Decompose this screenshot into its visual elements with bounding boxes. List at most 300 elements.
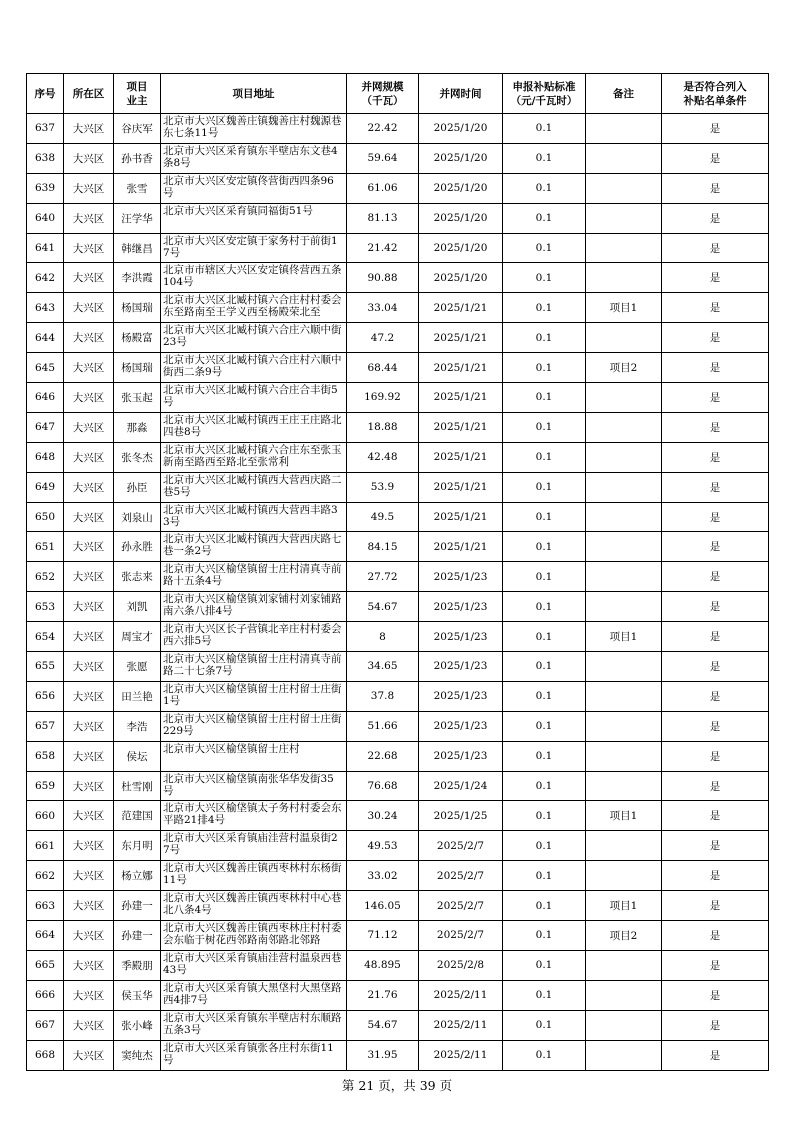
cell-subsidy: 0.1 xyxy=(503,412,586,442)
cell-district: 大兴区 xyxy=(64,831,114,861)
cell-grid-time: 2025/1/20 xyxy=(419,203,503,233)
table-row xyxy=(27,771,769,801)
cell-eligible: 是 xyxy=(662,711,769,741)
cell-subsidy: 0.1 xyxy=(503,741,586,771)
cell-eligible: 是 xyxy=(662,980,769,1010)
table-row xyxy=(27,891,769,921)
cell-district: 大兴区 xyxy=(64,592,114,622)
cell-seq: 664 xyxy=(27,921,64,951)
cell-subsidy: 0.1 xyxy=(503,203,586,233)
cell-seq: 660 xyxy=(27,801,64,831)
cell-subsidy: 0.1 xyxy=(503,681,586,711)
cell-seq: 653 xyxy=(27,592,64,622)
cell-grid-time: 2025/2/7 xyxy=(419,861,503,891)
table-row xyxy=(27,323,769,353)
table-row xyxy=(27,293,769,323)
cell-owner: 刘凯 xyxy=(114,592,161,622)
cell-district: 大兴区 xyxy=(64,173,114,203)
cell-capacity: 49.5 xyxy=(347,502,419,532)
cell-owner: 侯玉华 xyxy=(114,980,161,1010)
address-text: 北京市大兴区长子营镇北辛庄村村委会西六排5号 xyxy=(163,623,342,648)
address-text: 北京市市辖区大兴区安定镇佟营西五条104号 xyxy=(163,264,342,289)
cell-remark xyxy=(586,950,662,980)
cell-capacity: 76.68 xyxy=(347,771,419,801)
cell-remark xyxy=(586,472,662,502)
cell-grid-time: 2025/1/23 xyxy=(419,652,503,682)
cell-district: 大兴区 xyxy=(64,532,114,562)
cell-capacity: 42.48 xyxy=(347,442,419,472)
address-text: 北京市大兴区北臧村镇西大营西丰路33号 xyxy=(163,503,338,528)
cell-seq: 663 xyxy=(27,891,64,921)
cell-seq: 650 xyxy=(27,502,64,532)
cell-seq: 648 xyxy=(27,442,64,472)
cell-district: 大兴区 xyxy=(64,980,114,1010)
cell-seq: 643 xyxy=(27,293,64,323)
cell-subsidy: 0.1 xyxy=(503,532,586,562)
cell-remark xyxy=(586,980,662,1010)
table-row xyxy=(27,1040,769,1070)
cell-eligible: 是 xyxy=(662,293,769,323)
subsidy-table-container xyxy=(26,73,768,1071)
cell-subsidy: 0.1 xyxy=(503,622,586,652)
cell-capacity: 49.53 xyxy=(347,831,419,861)
cell-subsidy: 0.1 xyxy=(503,353,586,383)
cell-subsidy: 0.1 xyxy=(503,323,586,353)
table-row xyxy=(27,681,769,711)
cell-subsidy: 0.1 xyxy=(503,442,586,472)
cell-seq: 659 xyxy=(27,771,64,801)
cell-capacity: 47.2 xyxy=(347,323,419,353)
cell-owner: 张志来 xyxy=(114,562,161,592)
cell-capacity: 33.04 xyxy=(347,293,419,323)
cell-address xyxy=(161,921,347,951)
cell-grid-time: 2025/1/25 xyxy=(419,801,503,831)
cell-subsidy: 0.1 xyxy=(503,502,586,532)
address-text: 北京市大兴区安定镇佟营街西四条96号 xyxy=(163,174,334,199)
cell-capacity: 31.95 xyxy=(347,1040,419,1070)
cell-address xyxy=(161,412,347,442)
address-text: 北京市大兴区北臧村镇六合庄村六顺中街西二条9号 xyxy=(163,354,342,379)
cell-capacity: 22.42 xyxy=(347,114,419,144)
cell-owner: 杨国瑞 xyxy=(114,353,161,383)
address-text: 北京市大兴区采育镇东半壁店东文巷4条8号 xyxy=(163,144,338,169)
cell-subsidy: 0.1 xyxy=(503,711,586,741)
cell-address xyxy=(161,203,347,233)
cell-subsidy: 0.1 xyxy=(503,831,586,861)
cell-capacity: 61.06 xyxy=(347,173,419,203)
cell-capacity: 48.895 xyxy=(347,950,419,980)
cell-capacity: 53.9 xyxy=(347,472,419,502)
cell-remark xyxy=(586,323,662,353)
cell-grid-time: 2025/1/20 xyxy=(419,263,503,293)
cell-capacity: 51.66 xyxy=(347,711,419,741)
cell-address xyxy=(161,741,347,771)
cell-remark xyxy=(586,173,662,203)
cell-seq: 656 xyxy=(27,681,64,711)
cell-district: 大兴区 xyxy=(64,1040,114,1070)
cell-owner: 杨国瑞 xyxy=(114,293,161,323)
address-text: 北京市大兴区采育镇张各庄村东街11号 xyxy=(163,1041,334,1066)
header-remark: 备注 xyxy=(586,74,662,114)
cell-capacity: 33.02 xyxy=(347,861,419,891)
table-row xyxy=(27,801,769,831)
cell-grid-time: 2025/2/8 xyxy=(419,950,503,980)
cell-remark xyxy=(586,114,662,144)
cell-owner: 孙永胜 xyxy=(114,532,161,562)
cell-address xyxy=(161,861,347,891)
cell-remark xyxy=(586,532,662,562)
address-text: 北京市大兴区北臧村镇西大营西庆路七巷一条2号 xyxy=(163,533,342,558)
table-row xyxy=(27,412,769,442)
cell-remark xyxy=(586,442,662,472)
address-text: 北京市大兴区采育镇东半壁店村东顺路五条3号 xyxy=(163,1011,342,1036)
cell-remark xyxy=(586,1040,662,1070)
cell-subsidy: 0.1 xyxy=(503,891,586,921)
table-row xyxy=(27,980,769,1010)
cell-address xyxy=(161,891,347,921)
cell-capacity: 30.24 xyxy=(347,801,419,831)
table-row xyxy=(27,831,769,861)
address-text: 北京市大兴区魏善庄镇西枣林村中心巷北八条4号 xyxy=(163,892,342,917)
cell-remark xyxy=(586,383,662,413)
cell-owner: 汪学华 xyxy=(114,203,161,233)
cell-address xyxy=(161,711,347,741)
cell-eligible: 是 xyxy=(662,412,769,442)
cell-subsidy: 0.1 xyxy=(503,771,586,801)
cell-grid-time: 2025/1/20 xyxy=(419,114,503,144)
address-text: 北京市大兴区魏善庄镇西枣林庄村村委会东临于树花西邻路南邻路北邻路 xyxy=(163,922,342,947)
cell-eligible: 是 xyxy=(662,1040,769,1070)
cell-seq: 658 xyxy=(27,741,64,771)
table-row xyxy=(27,562,769,592)
cell-seq: 666 xyxy=(27,980,64,1010)
cell-seq: 641 xyxy=(27,233,64,263)
cell-eligible: 是 xyxy=(662,1010,769,1040)
cell-eligible: 是 xyxy=(662,502,769,532)
cell-remark xyxy=(586,233,662,263)
cell-eligible: 是 xyxy=(662,861,769,891)
cell-seq: 665 xyxy=(27,950,64,980)
table-body xyxy=(27,114,769,1071)
cell-eligible: 是 xyxy=(662,353,769,383)
table-row xyxy=(27,203,769,233)
cell-district: 大兴区 xyxy=(64,652,114,682)
table-row xyxy=(27,233,769,263)
cell-district: 大兴区 xyxy=(64,861,114,891)
cell-eligible: 是 xyxy=(662,950,769,980)
cell-owner: 李洪霞 xyxy=(114,263,161,293)
subsidy-table xyxy=(26,73,769,1071)
cell-owner: 孙书香 xyxy=(114,143,161,173)
cell-district: 大兴区 xyxy=(64,203,114,233)
cell-grid-time: 2025/1/21 xyxy=(419,502,503,532)
cell-remark xyxy=(586,681,662,711)
cell-district: 大兴区 xyxy=(64,711,114,741)
table-row xyxy=(27,383,769,413)
cell-capacity: 34.65 xyxy=(347,652,419,682)
cell-grid-time: 2025/1/23 xyxy=(419,592,503,622)
cell-eligible: 是 xyxy=(662,263,769,293)
cell-seq: 644 xyxy=(27,323,64,353)
cell-eligible: 是 xyxy=(662,143,769,173)
table-row xyxy=(27,502,769,532)
cell-subsidy: 0.1 xyxy=(503,921,586,951)
cell-subsidy: 0.1 xyxy=(503,233,586,263)
cell-capacity: 71.12 xyxy=(347,921,419,951)
cell-grid-time: 2025/2/11 xyxy=(419,1040,503,1070)
cell-capacity: 37.8 xyxy=(347,681,419,711)
cell-seq: 654 xyxy=(27,622,64,652)
cell-remark: 项目1 xyxy=(586,293,662,323)
cell-remark xyxy=(586,741,662,771)
cell-eligible: 是 xyxy=(662,771,769,801)
address-text: 北京市大兴区北臧村镇西大营西庆路二巷5号 xyxy=(163,473,342,498)
cell-subsidy: 0.1 xyxy=(503,950,586,980)
cell-eligible: 是 xyxy=(662,233,769,263)
cell-capacity: 169.92 xyxy=(347,383,419,413)
cell-grid-time: 2025/1/21 xyxy=(419,412,503,442)
address-text: 北京市大兴区采育镇同福街51号 xyxy=(163,204,313,217)
cell-district: 大兴区 xyxy=(64,472,114,502)
cell-owner: 窦纯杰 xyxy=(114,1040,161,1070)
cell-address xyxy=(161,323,347,353)
cell-address xyxy=(161,771,347,801)
cell-eligible: 是 xyxy=(662,652,769,682)
cell-owner: 李浩 xyxy=(114,711,161,741)
cell-subsidy: 0.1 xyxy=(503,592,586,622)
cell-address xyxy=(161,950,347,980)
cell-address xyxy=(161,562,347,592)
cell-capacity: 21.42 xyxy=(347,233,419,263)
cell-remark xyxy=(586,562,662,592)
cell-capacity: 68.44 xyxy=(347,353,419,383)
cell-remark xyxy=(586,143,662,173)
header-owner: 项目 业主 xyxy=(114,74,161,114)
cell-address xyxy=(161,592,347,622)
cell-remark xyxy=(586,592,662,622)
cell-eligible: 是 xyxy=(662,801,769,831)
cell-remark xyxy=(586,861,662,891)
cell-address xyxy=(161,681,347,711)
cell-owner: 范建国 xyxy=(114,801,161,831)
cell-owner: 周宝才 xyxy=(114,622,161,652)
cell-eligible: 是 xyxy=(662,741,769,771)
address-text: 北京市大兴区北臧村镇六合庄六顺中街23号 xyxy=(163,324,342,349)
cell-remark: 项目1 xyxy=(586,622,662,652)
table-row xyxy=(27,592,769,622)
cell-eligible: 是 xyxy=(662,203,769,233)
address-text: 北京市大兴区北臧村镇西王庄王庄路北四巷8号 xyxy=(163,413,342,438)
table-row xyxy=(27,622,769,652)
cell-capacity: 54.67 xyxy=(347,592,419,622)
cell-subsidy: 0.1 xyxy=(503,383,586,413)
cell-subsidy: 0.1 xyxy=(503,1010,586,1040)
cell-subsidy: 0.1 xyxy=(503,861,586,891)
cell-subsidy: 0.1 xyxy=(503,980,586,1010)
cell-remark xyxy=(586,711,662,741)
cell-address xyxy=(161,1040,347,1070)
cell-owner: 张雪 xyxy=(114,173,161,203)
address-text: 北京市大兴区北臧村镇六合庄合丰街5号 xyxy=(163,384,338,409)
address-text: 北京市大兴区采育镇庙洼营村温泉街27号 xyxy=(163,832,338,857)
cell-seq: 651 xyxy=(27,532,64,562)
table-row xyxy=(27,173,769,203)
cell-capacity: 90.88 xyxy=(347,263,419,293)
cell-address xyxy=(161,532,347,562)
address-text: 北京市大兴区榆垡镇留士庄村 xyxy=(163,742,300,755)
table-row xyxy=(27,950,769,980)
cell-eligible: 是 xyxy=(662,323,769,353)
cell-remark: 项目1 xyxy=(586,891,662,921)
cell-eligible: 是 xyxy=(662,442,769,472)
cell-subsidy: 0.1 xyxy=(503,114,586,144)
table-row xyxy=(27,1010,769,1040)
address-text: 北京市大兴区安定镇于家务村于前街17号 xyxy=(163,234,338,259)
cell-grid-time: 2025/1/23 xyxy=(419,681,503,711)
cell-subsidy: 0.1 xyxy=(503,1040,586,1070)
table-row xyxy=(27,652,769,682)
cell-owner: 张冬杰 xyxy=(114,442,161,472)
cell-grid-time: 2025/2/11 xyxy=(419,1010,503,1040)
table-header-row xyxy=(27,74,769,114)
cell-remark: 项目2 xyxy=(586,353,662,383)
cell-seq: 668 xyxy=(27,1040,64,1070)
cell-owner: 孙建一 xyxy=(114,891,161,921)
table-row xyxy=(27,711,769,741)
cell-district: 大兴区 xyxy=(64,1010,114,1040)
cell-owner: 季殿朋 xyxy=(114,950,161,980)
cell-owner: 韩继昌 xyxy=(114,233,161,263)
cell-grid-time: 2025/1/20 xyxy=(419,143,503,173)
address-text: 北京市大兴区榆垡镇留士庄村留士庄街1号 xyxy=(163,682,342,707)
cell-owner: 谷庆军 xyxy=(114,114,161,144)
cell-district: 大兴区 xyxy=(64,921,114,951)
cell-district: 大兴区 xyxy=(64,801,114,831)
cell-capacity: 54.67 xyxy=(347,1010,419,1040)
address-text: 北京市大兴区魏善庄镇魏善庄村魏源巷东七条11号 xyxy=(163,115,342,139)
cell-grid-time: 2025/1/23 xyxy=(419,711,503,741)
cell-owner: 孙建一 xyxy=(114,921,161,951)
header-grid-time: 并网时间 xyxy=(419,74,503,114)
cell-capacity: 81.13 xyxy=(347,203,419,233)
cell-address xyxy=(161,383,347,413)
cell-address xyxy=(161,1010,347,1040)
table-row xyxy=(27,921,769,951)
cell-subsidy: 0.1 xyxy=(503,173,586,203)
cell-grid-time: 2025/1/21 xyxy=(419,472,503,502)
cell-district: 大兴区 xyxy=(64,143,114,173)
cell-district: 大兴区 xyxy=(64,263,114,293)
cell-eligible: 是 xyxy=(662,383,769,413)
cell-subsidy: 0.1 xyxy=(503,801,586,831)
cell-address xyxy=(161,980,347,1010)
cell-grid-time: 2025/1/23 xyxy=(419,622,503,652)
cell-address xyxy=(161,233,347,263)
cell-seq: 655 xyxy=(27,652,64,682)
cell-address xyxy=(161,831,347,861)
cell-address xyxy=(161,502,347,532)
header-address: 项目地址 xyxy=(161,74,347,114)
cell-grid-time: 2025/2/7 xyxy=(419,891,503,921)
cell-address xyxy=(161,143,347,173)
header-subsidy: 申报补贴标准 （元/千瓦时） xyxy=(503,74,586,114)
cell-grid-time: 2025/1/21 xyxy=(419,323,503,353)
cell-owner: 张小峰 xyxy=(114,1010,161,1040)
cell-owner: 东月明 xyxy=(114,831,161,861)
cell-district: 大兴区 xyxy=(64,622,114,652)
table-row xyxy=(27,741,769,771)
address-text: 北京市大兴区北臧村镇六合庄村村委会东至路南至王学义西至杨殿荣北至 xyxy=(163,294,342,319)
cell-district: 大兴区 xyxy=(64,681,114,711)
address-text: 北京市大兴区北臧村镇六合庄东至张玉新南至路西至路北至张常利 xyxy=(163,443,342,468)
cell-owner: 杨殿富 xyxy=(114,323,161,353)
cell-district: 大兴区 xyxy=(64,950,114,980)
cell-owner: 张玉起 xyxy=(114,383,161,413)
cell-address xyxy=(161,652,347,682)
address-text: 北京市大兴区采育镇大黑垡村大黑垡路西4排7号 xyxy=(163,981,342,1006)
cell-district: 大兴区 xyxy=(64,442,114,472)
cell-grid-time: 2025/2/7 xyxy=(419,921,503,951)
cell-remark xyxy=(586,263,662,293)
cell-subsidy: 0.1 xyxy=(503,562,586,592)
table-row xyxy=(27,861,769,891)
cell-seq: 657 xyxy=(27,711,64,741)
cell-seq: 637 xyxy=(27,114,64,144)
cell-address xyxy=(161,472,347,502)
cell-grid-time: 2025/1/23 xyxy=(419,562,503,592)
cell-subsidy: 0.1 xyxy=(503,472,586,502)
table-row xyxy=(27,532,769,562)
cell-eligible: 是 xyxy=(662,562,769,592)
cell-subsidy: 0.1 xyxy=(503,652,586,682)
cell-owner: 杜雪刚 xyxy=(114,771,161,801)
cell-eligible: 是 xyxy=(662,622,769,652)
cell-owner: 侯坛 xyxy=(114,741,161,771)
cell-grid-time: 2025/1/24 xyxy=(419,771,503,801)
cell-capacity: 18.88 xyxy=(347,412,419,442)
cell-address xyxy=(161,442,347,472)
cell-grid-time: 2025/1/21 xyxy=(419,293,503,323)
cell-grid-time: 2025/1/23 xyxy=(419,741,503,771)
cell-capacity: 8 xyxy=(347,622,419,652)
cell-district: 大兴区 xyxy=(64,353,114,383)
cell-subsidy: 0.1 xyxy=(503,143,586,173)
cell-capacity: 84.15 xyxy=(347,532,419,562)
cell-remark xyxy=(586,502,662,532)
cell-seq: 639 xyxy=(27,173,64,203)
cell-seq: 640 xyxy=(27,203,64,233)
cell-capacity: 146.05 xyxy=(347,891,419,921)
cell-remark: 项目1 xyxy=(586,801,662,831)
cell-district: 大兴区 xyxy=(64,114,114,144)
cell-district: 大兴区 xyxy=(64,502,114,532)
cell-address xyxy=(161,801,347,831)
cell-grid-time: 2025/1/21 xyxy=(419,442,503,472)
address-text: 北京市大兴区榆垡镇留士庄村清真寺前路十五条4号 xyxy=(163,563,342,588)
cell-seq: 649 xyxy=(27,472,64,502)
cell-address xyxy=(161,173,347,203)
cell-owner: 田兰艳 xyxy=(114,681,161,711)
table-row xyxy=(27,353,769,383)
header-capacity: 并网规模 （千瓦） xyxy=(347,74,419,114)
cell-seq: 652 xyxy=(27,562,64,592)
cell-grid-time: 2025/1/21 xyxy=(419,353,503,383)
cell-address xyxy=(161,263,347,293)
cell-address xyxy=(161,353,347,383)
cell-capacity: 21.76 xyxy=(347,980,419,1010)
cell-district: 大兴区 xyxy=(64,412,114,442)
cell-district: 大兴区 xyxy=(64,233,114,263)
